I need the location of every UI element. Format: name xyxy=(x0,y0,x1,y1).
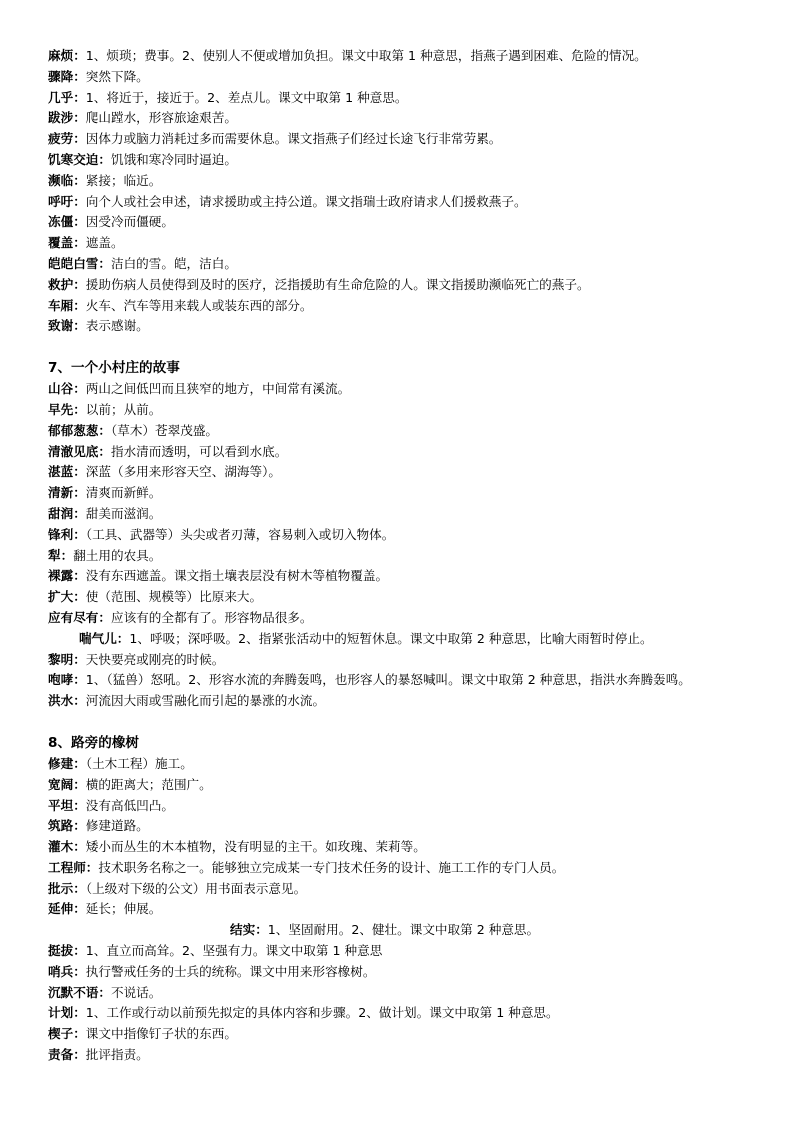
vocab-definition: 清爽而新鲜。 xyxy=(85,485,162,501)
vocab-entry xyxy=(48,629,768,650)
vocab-entry xyxy=(48,379,768,400)
vocab-entry xyxy=(48,483,768,504)
vocab-term: 山谷： xyxy=(48,381,86,397)
vocab-term: 清澈见底： xyxy=(48,443,111,459)
vocab-definition: 1、工作或行动以前预先拟定的具体内容和步骤。2、做计划。课文中取第 1 种意思。 xyxy=(85,1005,559,1021)
vocab-entry xyxy=(48,504,768,525)
vocab-definition: 天快要亮或刚亮的时候。 xyxy=(85,651,225,667)
vocab-definition: 批评指责。 xyxy=(85,1047,149,1063)
vocab-entry xyxy=(48,212,768,233)
vocab-term: 灌木： xyxy=(48,839,86,855)
section-8-title: 8、路旁的橡树 xyxy=(48,734,140,751)
vocab-entry xyxy=(48,525,768,546)
vocab-definition: 1、（猛兽）怒吼。2、形容水流的奔腾轰鸣，也形容人的暴怒喊叫。课文中取第 2 种意思，指洪水奔腾轰鸣。 xyxy=(85,672,691,688)
vocab-definition: 突然下降。 xyxy=(85,68,149,84)
vocab-term: 计划： xyxy=(48,1005,86,1021)
vocab-term: 工程师： xyxy=(48,859,99,875)
vocab-term: 几乎： xyxy=(48,89,86,105)
vocab-entry xyxy=(48,1003,768,1024)
vocab-term: 楔子： xyxy=(48,1026,86,1042)
vocab-term: 救护： xyxy=(48,276,86,292)
vocab-entry xyxy=(48,858,768,879)
vocab-term: 濒临： xyxy=(48,172,86,188)
vocab-definition: 延长；伸展。 xyxy=(85,901,162,917)
vocab-definition: 表示感谢。 xyxy=(85,318,149,334)
vocab-term: 车厢： xyxy=(48,297,86,313)
vocab-entry xyxy=(48,129,768,150)
vocab-definition: （草木）苍翠茂盛。 xyxy=(110,422,219,438)
vocab-term: 哨兵： xyxy=(48,963,86,979)
vocab-entry xyxy=(48,879,768,900)
vocab-term: 挺拔： xyxy=(48,943,86,959)
vocab-term: 甜润： xyxy=(48,505,86,521)
document-page xyxy=(48,46,768,1066)
vocab-definition: 紧接；临近。 xyxy=(85,172,162,188)
vocab-definition: 河流因大雨或雪融化而引起的暴涨的水流。 xyxy=(85,693,326,709)
vocab-entry xyxy=(48,1024,768,1045)
vocab-entry xyxy=(48,941,768,962)
vocab-entry xyxy=(48,920,768,941)
vocab-entry xyxy=(48,192,768,213)
vocab-definition: 深蓝（多用来形容天空、湖海等）。 xyxy=(85,464,281,480)
vocab-definition: 饥饿和寒冷同时逼迫。 xyxy=(110,151,237,167)
vocab-entry xyxy=(48,421,768,442)
vocab-definition: 援助伤病人员使得到及时的医疗，泛指援助有生命危险的人。课文指援助濒临死亡的燕子。 xyxy=(85,276,590,292)
vocab-entry xyxy=(48,275,768,296)
vocab-entry xyxy=(48,400,768,421)
vocab-entry xyxy=(48,670,768,691)
vocab-entry xyxy=(48,899,768,920)
vocab-term: 锋利： xyxy=(48,526,86,542)
vocab-entry xyxy=(48,171,768,192)
vocab-entry xyxy=(48,67,768,88)
vocab-entry xyxy=(48,775,768,796)
vocab-definition: 两山之间低凹而且狭窄的地方，中间常有溪流。 xyxy=(85,381,351,397)
vocab-term: 批示： xyxy=(48,880,86,896)
vocab-definition: 使（范围、规模等）比原来大。 xyxy=(85,589,263,605)
vocab-definition: 因受冷而僵硬。 xyxy=(85,214,174,230)
section-7 xyxy=(48,357,768,712)
vocab-term: 呼吁： xyxy=(48,193,86,209)
vocab-entry xyxy=(48,691,768,712)
vocab-term: 疲劳： xyxy=(48,131,86,147)
vocab-term: 致谢： xyxy=(48,318,86,334)
vocab-definition: 1、烦琐；费事。2、使别人不便或增加负担。课文中取第 1 种意思，指燕子遇到困难、危险的情况。 xyxy=(85,48,647,63)
vocab-entry xyxy=(48,650,768,671)
vocab-entry xyxy=(48,962,768,983)
vocab-definition: 1、坚固耐用。2、健壮。课文中取第 2 种意思。 xyxy=(267,922,540,938)
vocab-entry xyxy=(48,837,768,858)
vocab-definition: 1、将近于，接近于。2、差点儿。课文中取第 1 种意思。 xyxy=(85,89,408,105)
vocab-entry xyxy=(48,442,768,463)
vocab-definition: 1、直立而高耸。2、坚强有力。课文中取第 1 种意思 xyxy=(85,943,383,959)
vocab-entry xyxy=(48,46,768,67)
vocab-entry xyxy=(48,150,768,171)
vocab-definition: 甜美而滋润。 xyxy=(85,505,162,521)
vocab-definition: 爬山蹚水，形容旅途艰苦。 xyxy=(85,110,237,126)
vocab-term: 麻烦： xyxy=(48,48,86,63)
vocab-entry xyxy=(48,546,768,567)
vocab-term: 冻僵： xyxy=(48,214,86,230)
vocab-definition: 执行警戒任务的士兵的统称。课文中用来形容橡树。 xyxy=(85,963,376,979)
vocab-definition: 课文中指像钉子状的东西。 xyxy=(85,1026,237,1042)
section-7-title: 7、一个小村庄的故事 xyxy=(48,360,180,377)
vocab-definition: 洁白的雪。皑，洁白。 xyxy=(110,255,237,271)
vocab-term: 喘气儿： xyxy=(79,630,130,646)
vocab-entry xyxy=(48,608,768,629)
vocab-definition: 没有高低凹凸。 xyxy=(85,797,174,813)
vocab-term: 骤降： xyxy=(48,68,86,84)
vocab-definition: 修建道路。 xyxy=(85,818,149,834)
vocab-term: 责备： xyxy=(48,1047,86,1063)
vocab-term: 湛蓝： xyxy=(48,464,86,480)
vocab-entry xyxy=(48,108,768,129)
vocab-definition: 火车、汽车等用来载人或装东西的部分。 xyxy=(85,297,313,313)
section-gap xyxy=(48,337,768,357)
vocab-term: 清新： xyxy=(48,485,86,501)
vocab-entry xyxy=(48,1045,768,1066)
vocab-definition: 翻土用的农具。 xyxy=(73,547,162,563)
vocab-definition: 遮盖。 xyxy=(85,235,124,251)
section-6-entries xyxy=(48,46,768,337)
section-8 xyxy=(48,732,768,1066)
vocab-term: 平坦： xyxy=(48,797,86,813)
vocab-term: 宽阔： xyxy=(48,776,86,792)
vocab-entry xyxy=(48,462,768,483)
vocab-definition: 指水清而透明，可以看到水底。 xyxy=(110,443,288,459)
vocab-term: 犁： xyxy=(48,547,74,563)
vocab-entry xyxy=(48,296,768,317)
vocab-term: 覆盖： xyxy=(48,235,86,251)
vocab-definition: （土木工程）施工。 xyxy=(85,755,193,771)
vocab-term: 饥寒交迫： xyxy=(48,151,111,167)
vocab-term: 黎明： xyxy=(48,651,86,667)
vocab-term: 裸露： xyxy=(48,568,86,584)
vocab-definition: 向个人或社会申述，请求援助或主持公道。课文指瑞士政府请求人们援救燕子。 xyxy=(85,193,527,209)
vocab-entry xyxy=(48,983,768,1004)
vocab-entry xyxy=(48,816,768,837)
vocab-entry xyxy=(48,233,768,254)
vocab-definition: （工具、武器等）头尖或者刃薄，容易刺入或切入物体。 xyxy=(85,526,395,542)
vocab-definition: 技术职务名称之一。能够独立完成某一专门技术任务的设计、施工工作的专门人员。 xyxy=(98,859,565,875)
vocab-entry xyxy=(48,88,768,109)
vocab-entry xyxy=(48,566,768,587)
vocab-entry xyxy=(48,754,768,775)
vocab-term: 扩大： xyxy=(48,589,86,605)
vocab-definition: 1、呼吸；深呼吸。2、指紧张活动中的短暂休息。课文中取第 2 种意思，比喻大雨暂时停止。 xyxy=(129,630,653,646)
vocab-definition: 没有东西遮盖。课文指土壤表层没有树木等植物覆盖。 xyxy=(85,568,389,584)
vocab-term: 跋涉： xyxy=(48,110,86,126)
vocab-definition: 矮小而丛生的木本植物，没有明显的主干。如玫瑰、茉莉等。 xyxy=(85,839,426,855)
vocab-term: 洪水： xyxy=(48,693,86,709)
vocab-definition: 应该有的全都有了。形容物品很多。 xyxy=(110,609,313,625)
vocab-definition: 不说话。 xyxy=(110,984,162,1000)
vocab-entry xyxy=(48,316,768,337)
section-gap xyxy=(48,712,768,732)
vocab-term: 早先： xyxy=(48,401,86,417)
vocab-term: 郁郁葱葱： xyxy=(48,422,111,438)
vocab-definition: 以前；从前。 xyxy=(85,401,162,417)
vocab-term: 结实： xyxy=(230,922,268,938)
vocab-entry xyxy=(48,254,768,275)
vocab-term: 皑皑白雪： xyxy=(48,255,111,271)
vocab-term: 咆哮： xyxy=(48,672,86,688)
vocab-term: 修建： xyxy=(48,755,86,771)
vocab-term: 延伸： xyxy=(48,901,86,917)
vocab-entry xyxy=(48,587,768,608)
vocab-definition: 因体力或脑力消耗过多而需要休息。课文指燕子们经过长途飞行非常劳累。 xyxy=(85,131,502,147)
vocab-term: 沉默不语： xyxy=(48,984,111,1000)
vocab-entry xyxy=(48,796,768,817)
vocab-term: 应有尽有： xyxy=(48,609,111,625)
vocab-term: 筑路： xyxy=(48,818,86,834)
vocab-definition: （上级对下级的公文）用书面表示意见。 xyxy=(85,880,307,896)
vocab-definition: 横的距离大；范围广。 xyxy=(85,776,212,792)
